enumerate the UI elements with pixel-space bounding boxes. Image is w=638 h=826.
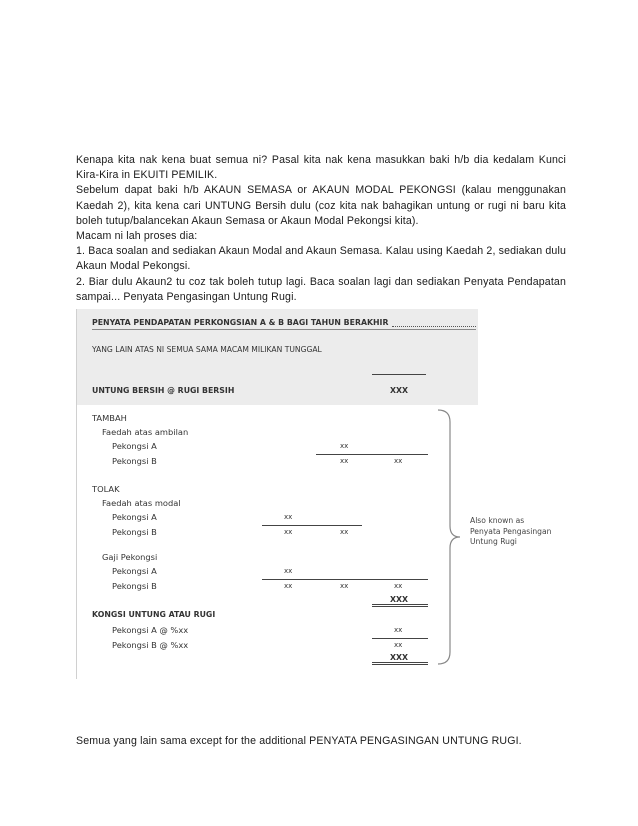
faedah-modal-label: Faedah atas modal bbox=[102, 498, 181, 508]
tambah-heading: TAMBAH bbox=[92, 413, 127, 423]
intro-line-1: Kenapa kita nak kena buat semua ni? Pasal kita nak kena masukkan baki h/b dia kedalam Kunci Kira-Kira in EKUITI PEMILIK. bbox=[76, 154, 566, 182]
gaji-a-value: xx bbox=[284, 567, 293, 575]
step-2: 2. Biar dulu Akaun2 tu coz tak boleh tutup lagi. Baca soalan lagi dan sediakan Penyata Pendapatan sampai... Penyata Pengasingan Untung Rugi. bbox=[76, 275, 566, 303]
gaji-pekongsi-b: Pekongsi B bbox=[112, 581, 157, 591]
tambah-a-value: xx bbox=[340, 442, 349, 450]
kongsi-pekongsi-b: Pekongsi B @ %xx bbox=[112, 640, 189, 650]
net-profit-value: XXX bbox=[390, 386, 409, 395]
tambah-rule bbox=[316, 454, 428, 455]
figure-subtitle: YANG LAIN ATAS NI SEMUA SAMA MACAM MILIKAN TUNGGAL bbox=[92, 345, 322, 354]
footer-text: Semua yang lain sama except for the additional PENYATA PENGASINGAN UNTUNG RUGI. bbox=[76, 735, 522, 747]
note-line-3: Untung Rugi bbox=[470, 537, 517, 546]
kongsi-b-value: xx bbox=[394, 641, 403, 649]
tambah-pekongsi-a: Pekongsi A bbox=[112, 441, 157, 451]
kongsi-double-rule bbox=[372, 662, 428, 665]
tambah-total-value: xx bbox=[394, 457, 403, 465]
modal-b-value: xx bbox=[284, 528, 293, 536]
kongsi-a-value: xx bbox=[394, 626, 403, 634]
gaji-total-value: xx bbox=[340, 582, 349, 590]
tambah-pekongsi-b: Pekongsi B bbox=[112, 456, 157, 466]
income-statement-figure bbox=[76, 309, 576, 679]
kongsi-pekongsi-a: Pekongsi A @ %xx bbox=[112, 625, 189, 635]
tolak-total-value: xx bbox=[394, 582, 403, 590]
tambah-b-value: xx bbox=[340, 457, 349, 465]
kongsi-heading: KONGSI UNTUNG ATAU RUGI bbox=[92, 610, 216, 619]
intro-text bbox=[76, 153, 566, 305]
gaji-label: Gaji Pekongsi bbox=[102, 552, 158, 562]
figure-title: PENYATA PENDAPATAN PERKONGSIAN A & B BAGI TAHUN BERAKHIR bbox=[92, 318, 389, 327]
kongsi-rule bbox=[372, 638, 428, 639]
intro-line-3: Macam ni lah proses dia: bbox=[76, 230, 198, 243]
modal-pekongsi-a: Pekongsi A bbox=[112, 512, 157, 522]
tolak-heading: TOLAK bbox=[92, 484, 120, 494]
kongsi-total-value: XXX bbox=[390, 653, 409, 662]
modal-a-value: xx bbox=[284, 513, 293, 521]
modal-rule bbox=[262, 525, 362, 526]
net-profit-rule bbox=[372, 374, 426, 375]
also-known-as-note bbox=[470, 516, 551, 548]
faedah-ambilan-label: Faedah atas ambilan bbox=[102, 427, 189, 437]
gaji-pekongsi-a: Pekongsi A bbox=[112, 566, 157, 576]
title-underline bbox=[92, 329, 476, 330]
subtotal-double-rule bbox=[372, 604, 428, 607]
gaji-rule bbox=[262, 579, 428, 580]
figure-left-border bbox=[76, 309, 77, 679]
gaji-b-value: xx bbox=[284, 582, 293, 590]
title-dotted-line bbox=[392, 326, 476, 327]
net-profit-label: UNTUNG BERSIH @ RUGI BERSIH bbox=[92, 386, 235, 395]
intro-line-2: Sebelum dapat baki h/b AKAUN SEMASA or AKAUN MODAL PEKONGSI (kalau menggunakan Kaedah 2), kita kena cari UNTUNG Bersih dulu (coz kita nak bahagikan untung or rugi ni baru kita boleh tutup/balancekan Akaun Semasa or Akaun Modal Pekongsi kita). bbox=[76, 184, 566, 227]
subtotal-value: XXX bbox=[390, 595, 409, 604]
note-line-2: Penyata Pengasingan bbox=[470, 526, 552, 536]
note-line-1: Also known as bbox=[470, 516, 525, 525]
modal-pekongsi-b: Pekongsi B bbox=[112, 527, 157, 537]
modal-total-value: xx bbox=[340, 528, 349, 536]
curly-brace-icon bbox=[436, 408, 466, 666]
step-1: 1. Baca soalan and sediakan Akaun Modal and Akaun Semasa. Kalau using Kaedah 2, sediakan dulu Akaun Modal Pekongsi. bbox=[76, 245, 566, 273]
